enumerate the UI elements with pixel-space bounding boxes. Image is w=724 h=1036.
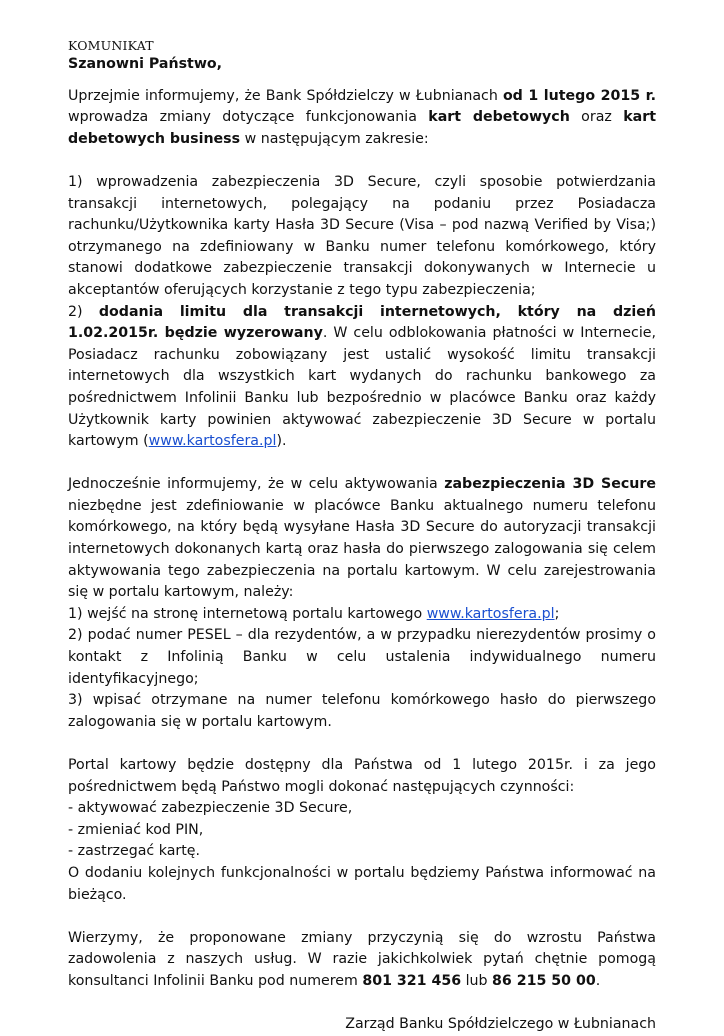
intro-date: od 1 lutego 2015 r. — [502, 87, 656, 104]
activation-step-1-end: ; — [554, 605, 560, 622]
activation-step-2: 2) podać numer PESEL – dla rezydentów, a w przypadku nierezydentów prosimy o kontakt z Infolinią Banku w celu ustalenia indywidualnego numeru identyfikacyjnego; — [68, 627, 656, 687]
intro-text-1: Uprzejmie informujemy, że Bank Spółdzielczy w Łubnianach — [68, 87, 503, 104]
closing-text-3: . — [595, 972, 601, 989]
intro-text-4: w następującym zakresie: — [240, 130, 429, 147]
phone-number-2: 86 215 50 00 — [492, 972, 596, 989]
announcement-document — [68, 38, 656, 1036]
intro-business-cards: kart debetowych business — [68, 109, 656, 147]
activation-paragraph — [68, 474, 656, 604]
activation-step-1-text: 1) wejść na stronę internetową portalu kartowego — [68, 605, 427, 622]
change-item-2-text: . W celu odblokowania płatności w Internecie, Posiadacz rachunku zobowiązany jest ustalić wysokość limitu transakcji internetowych dla wszystkich kart wydanych do rachunku bankowego za pośrednictwem Infolinii Banku lub bezpośrednio w placówce Banku oraz każdy Użytkownik karty powinien aktywować zabezpieczenie 3D Secure w portalu kartowym ( — [68, 325, 656, 450]
closing-text-2: lub — [461, 972, 493, 989]
intro-paragraph — [68, 86, 656, 151]
document-label: KOMUNIKAT — [68, 38, 154, 53]
spacer — [68, 733, 656, 755]
activation-step-1 — [68, 604, 656, 626]
kartosfera-link[interactable]: www.kartosfera.pl — [148, 433, 277, 450]
activation-3d-secure: zabezpieczenia 3D Secure — [444, 476, 656, 493]
change-item-1: 1) wprowadzenia zabezpieczenia 3D Secure, czyli sposobie potwierdzania transakcji internetowych, polegający na podaniu przez Posiadacza rachunku/Użytkownika karty Hasła 3D Secure (Visa – pod nazwą Verified by Visa;) otrzymanego na zdefiniowany w Banku numer telefonu komórkowego, który stanowi dodatkowe zabezpieczenie transakcji dokonywanych w Internecie u akceptantów oferujących korzystanie z tego typu zabezpieczenia; — [68, 173, 656, 298]
change-item-2-end: ). — [276, 433, 287, 450]
change-item-2-prefix: 2) — [68, 303, 99, 320]
portal-item: - zmieniać kod PIN, — [68, 821, 204, 838]
spacer — [68, 150, 656, 172]
change-item-2-bold: dodania limitu dla transakcji internetowych, który na dzień 1.02.2015r. będzie wyzerowany — [68, 303, 656, 342]
portal-intro: Portal kartowy będzie dostępny dla Państwa od 1 lutego 2015r. i za jego pośrednictwem będą Państwo mogli dokonać następujących czynności: — [68, 757, 656, 795]
activation-step-3: 3) wpisać otrzymane na numer telefonu komórkowego hasło do pierwszego zalogowania się w portalu kartowym. — [68, 692, 656, 730]
spacer — [68, 906, 656, 928]
intro-text-3: oraz — [569, 109, 624, 126]
kartosfera-link-2[interactable]: www.kartosfera.pl — [426, 605, 555, 622]
greeting: Szanowni Państwo, — [68, 56, 223, 72]
spacer — [68, 993, 656, 1015]
portal-item: - zastrzegać kartę. — [68, 843, 201, 860]
portal-note: O dodaniu kolejnych funkcjonalności w portalu będziemy Państwa informować na bieżąco. — [68, 864, 656, 903]
activation-text-1: Jednocześnie informujemy, że w celu aktywowania — [68, 476, 445, 493]
portal-item: - aktywować zabezpieczenie 3D Secure, — [68, 800, 353, 817]
intro-debit-cards: kart debetowych — [428, 109, 570, 126]
activation-text-2: niezbędne jest zdefiniowanie w placówce Banku aktualnego numeru telefonu komórkowego, na który będą wysyłane Hasła 3D Secure do autoryzacji transakcji internetowych dokonanych kartą oraz hasła do pierwszego zalogowania się celem aktywowania tego zabezpieczenia na portalu kartowym. W celu zarejestrowania się w portalu kartowym, należy: — [68, 497, 656, 601]
closing-text-1: Wierzymy, że proponowane zmiany przyczynią się do wzrostu Państwa zadowolenia z naszych usług. W razie jakichkolwiek pytań chętnie pomogą konsultanci Infolinii Banku pod numerem — [68, 929, 656, 989]
intro-text-2: wprowadza zmiany dotyczące funkcjonowania — [68, 109, 429, 126]
phone-number-1: 801 321 456 — [362, 972, 462, 989]
change-item-2 — [68, 302, 656, 453]
closing-paragraph — [68, 928, 656, 993]
spacer — [68, 453, 656, 475]
signature: Zarząd Banku Spółdzielczego w Łubnianach — [345, 1016, 656, 1033]
